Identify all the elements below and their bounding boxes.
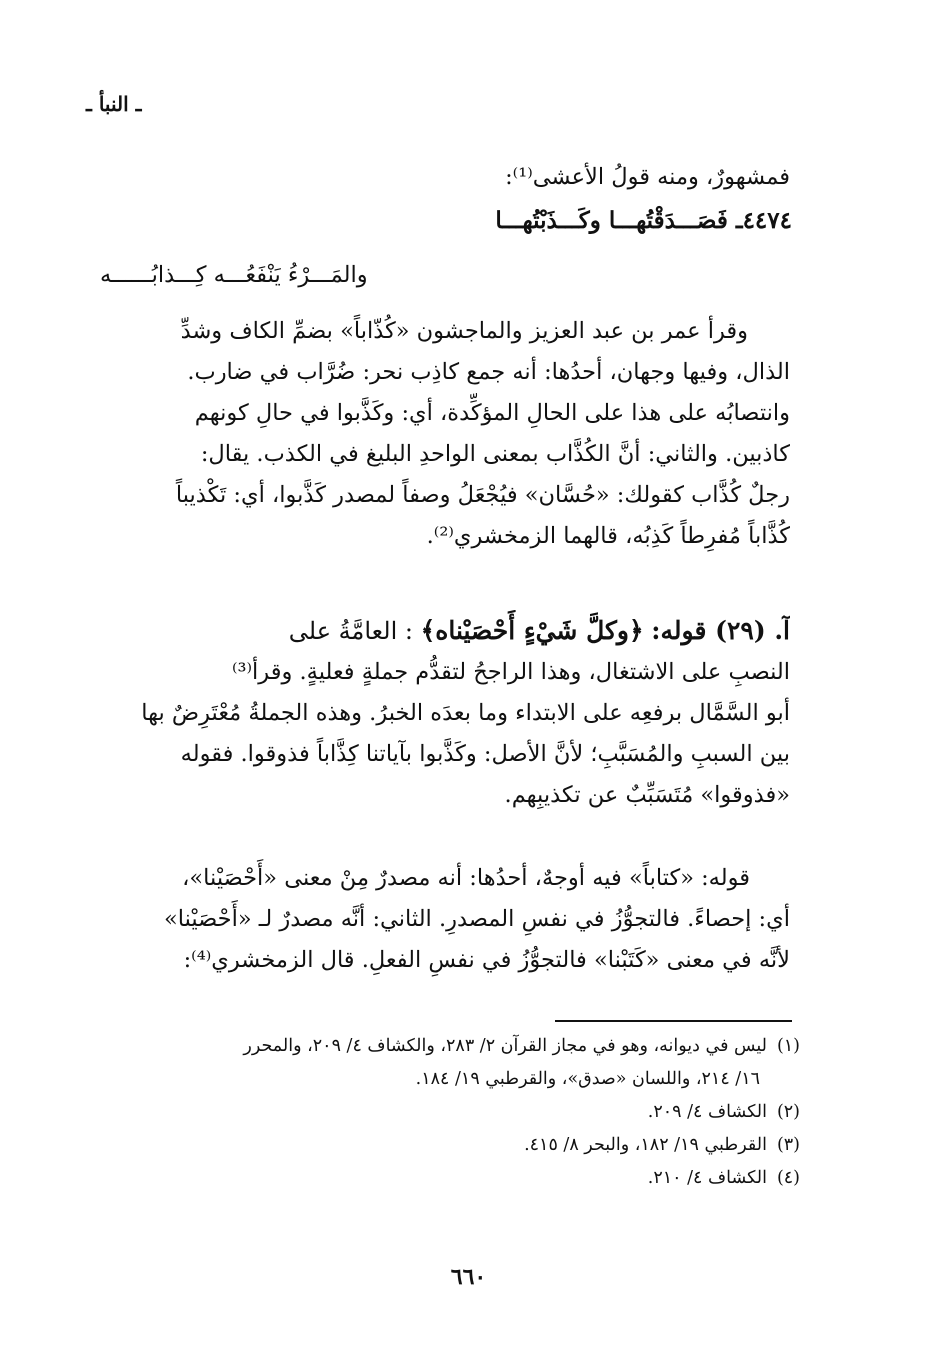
paragraph-line: كُذَّاباً مُفرِطاً كَذِبُه، قالهما الزمخشري⁽²⁾. <box>426 523 790 549</box>
section-line: «فذوقوا» مُتَسَبِّبٌ عن تكذيبِهم. <box>504 782 790 808</box>
paragraph-kitaban <box>100 858 790 981</box>
section-line: النصبِ على الاشتغال، وهذا الراجحُ لتقدُّم جملةٍ فعليةٍ. وقرأ⁽³⁾ <box>231 659 790 685</box>
paragraph-kuddhaban <box>100 311 790 557</box>
paragraph-line: وانتصابُه على هذا على الحالِ المؤكِّدة، أي: وكَذَّبوا في حالِ كونهم <box>194 400 790 426</box>
footnote-number: (١) <box>776 1036 800 1056</box>
section-line: أبو السَّمَّال برفعِه على الابتداء وما بعدَه الخبرُ. وهذه الجملةُ مُعْتَرِضٌ بها <box>141 700 790 726</box>
paragraph-line: الذال، وفيها وجهان، أحدُها: أنه جمع كاذِب نحر: ضُرَّاب في ضارب. <box>187 359 790 385</box>
footnote-4 <box>100 1162 800 1195</box>
footnote-text: ليس في ديوانه، وهو في مجاز القرآن ٢/ ٢٨٣، والكشاف ٤/ ٢٠٩، والمحرر <box>243 1036 767 1056</box>
section-heading <box>100 610 790 652</box>
verse-first-hemistich: ٤٤٧٤ـ فَصَـــدَقْتُهـــا وكَـــذَبْتُهـــا <box>495 207 792 234</box>
footnote-text: الكشاف ٤/ ٢١٠. <box>647 1168 767 1188</box>
intro-text: فمشهورٌ، ومنه قولُ الأعشى⁽¹⁾: <box>505 164 790 190</box>
page-number: ٦٦٠ <box>450 1264 487 1290</box>
paragraph-line: قوله: «كتاباً» فيه أوجهٌ، أحدُها: أنه مصدرٌ مِنْ معنى «أَحْصَيْنا»، <box>182 865 750 891</box>
footnote-text: القرطبي ١٩/ ١٨٢، والبحر ٨/ ٤١٥. <box>524 1135 767 1155</box>
intro-line <box>100 157 790 198</box>
quran-quote: ﴿وكلَّ شَيْءٍ أَحْصَيْناه﴾ <box>420 616 644 645</box>
footnote-1-continued: ١٦/ ٢١٤، واللسان «صدق»، والقرطبي ١٩/ ١٨٤. <box>415 1069 760 1089</box>
running-header: ـ النبأ ـ <box>86 92 142 116</box>
paragraph-line: رجلٌ كُذَّاب كقولك: «حُسَّان» فيُجْعَلُ وصفاً لمصدر كَذَّبوا، أي: تَكْذيباً <box>175 482 790 508</box>
footnote-separator <box>555 1020 792 1022</box>
paragraph-line: لأنَّه في معنى «كَتَبْنا» فالتجوُّزُ في نفسِ الفعلِ. قال الزمخشري⁽⁴⁾: <box>183 947 790 973</box>
footnote-number: (٤) <box>776 1168 800 1188</box>
heading-rest: : العامَّةُ على <box>288 617 413 645</box>
section-line: بين السببِ والمُسَبَّبِ؛ لأنَّ الأصل: وكَذَّبوا بآياتنا كِذَّاباً فذوقوا. فقوله <box>180 741 790 767</box>
footnote-number: (٣) <box>776 1135 800 1155</box>
paragraph-line: أي: إحصاءً. فالتجوُّزُ في نفسِ المصدرِ. الثاني: أنَّه مصدرٌ لـ «أَحْصَيْنا» <box>163 906 790 932</box>
footnotes <box>100 1030 800 1195</box>
footnote-1 <box>100 1030 800 1063</box>
footnote-3 <box>100 1129 800 1162</box>
paragraph-line: كاذبين. والثاني: أنَّ الكُذَّاب بمعنى الواحدِ البليغ في الكذب. يقال: <box>200 441 790 467</box>
paragraph-line: وقرأ عمر بن عبد العزيز والماجشون «كُذّاباً» بضمِّ الكاف وشدِّ <box>180 318 748 344</box>
footnote-2 <box>100 1096 800 1129</box>
footnote-text: الكشاف ٤/ ٢٠٩. <box>647 1102 767 1122</box>
verse-29-section <box>100 610 790 816</box>
verse-second-hemistich: والمَـــرْءُ يَنْفَعُـــه كِـــذابُــــــه <box>100 262 368 288</box>
footnote-number: (٢) <box>776 1102 800 1122</box>
verse-label: آ. (٢٩) قوله: <box>651 616 790 645</box>
